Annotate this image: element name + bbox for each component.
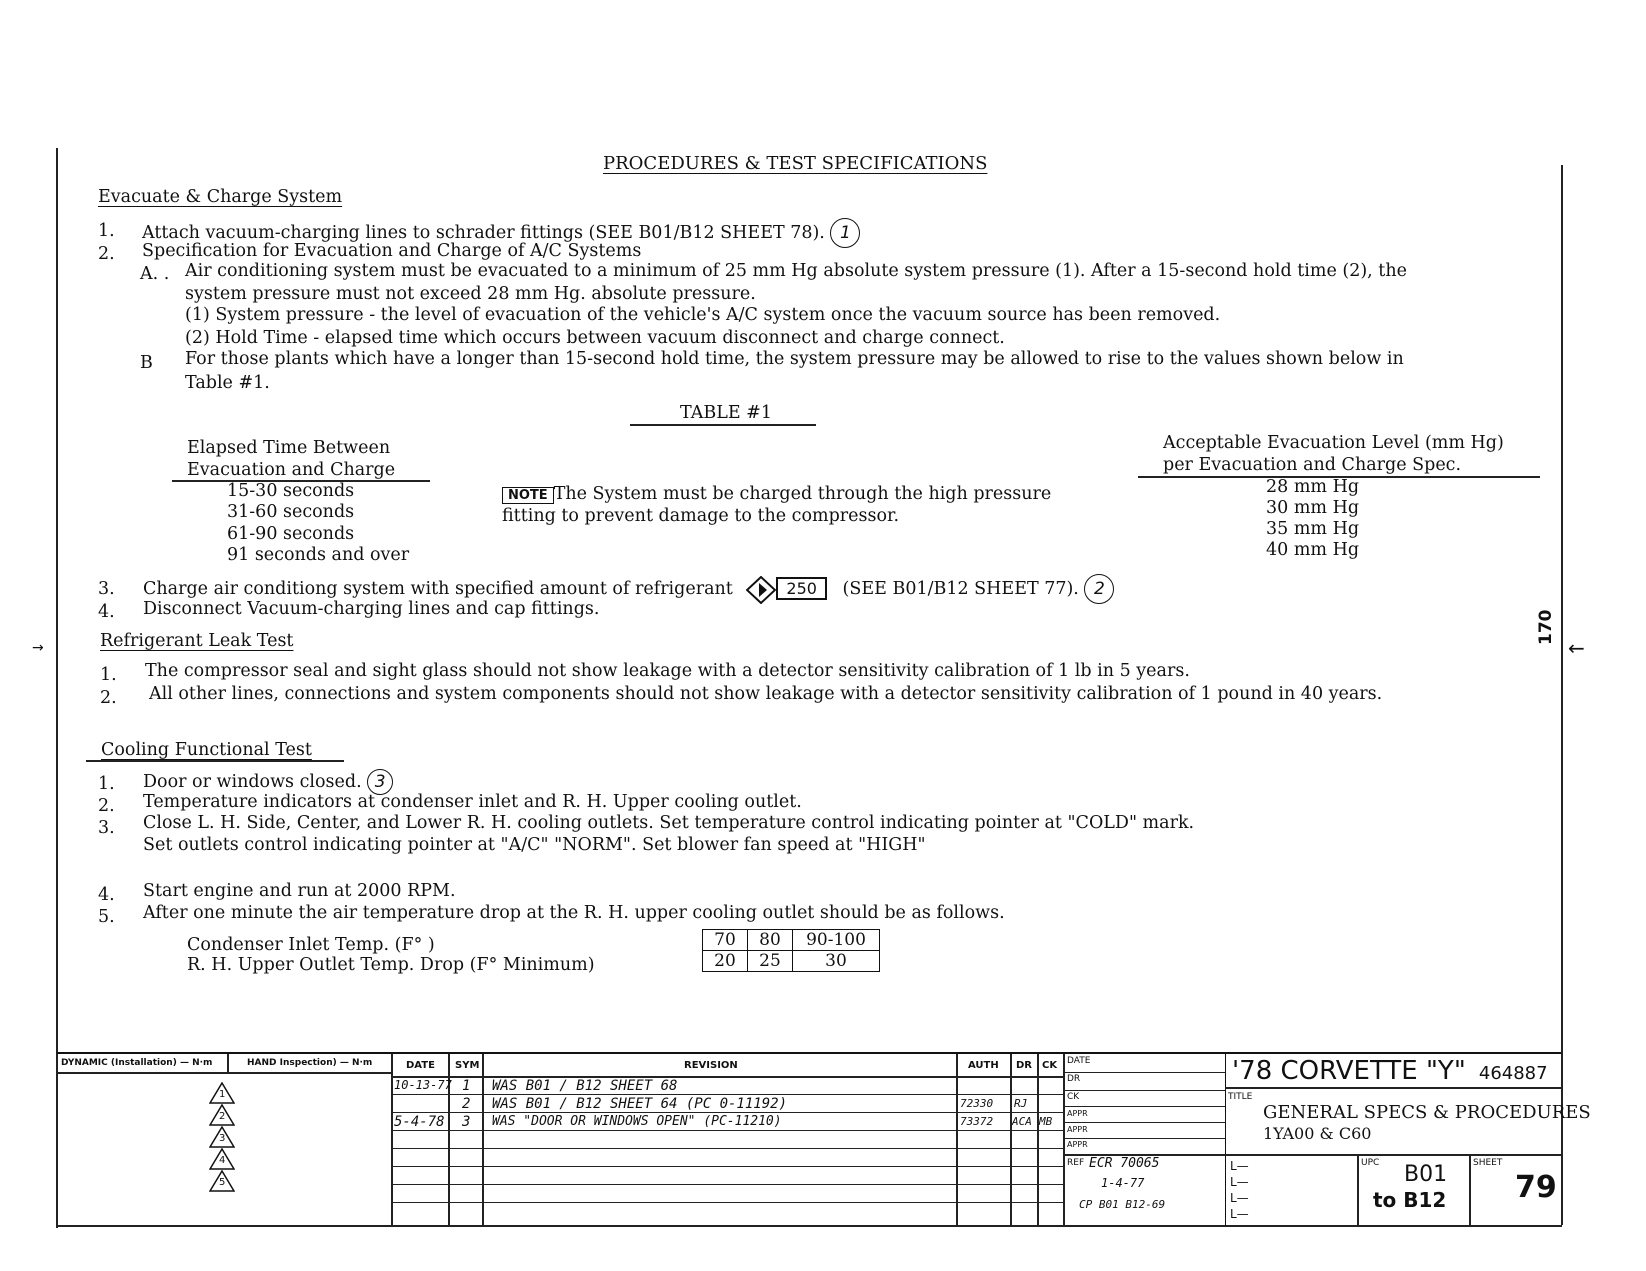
table1-title: TABLE #1 (680, 403, 772, 423)
rev-sym: 1 (462, 1078, 471, 1094)
temp-row-1-label: Condenser Inlet Temp. (F° ) (187, 935, 435, 955)
rev-col-line (956, 1054, 958, 1226)
table1-right-header-1: Acceptable Evacuation Level (mm Hg) (1163, 433, 1504, 453)
appr-1-label: APPR (1067, 1109, 1088, 1118)
cool-item-2: Temperature indicators at condenser inlet and R. H. Upper cooling outlet. (143, 792, 802, 812)
cool-item-1-num: 1. (98, 774, 115, 794)
section-title-evacuate: Evacuate & Charge System (98, 187, 343, 207)
appr-rule (1065, 1090, 1225, 1091)
evac-item-1-num: 1. (98, 221, 115, 241)
triangle-mark (209, 1082, 249, 1104)
rev-col-line (482, 1054, 484, 1226)
temp-cell: 90-100 (793, 930, 880, 951)
triangle-num: 5 (219, 1177, 226, 1188)
upc-value-1: B01 (1404, 1162, 1448, 1187)
page-title: PROCEDURES & TEST SPECIFICATIONS (603, 153, 988, 174)
revision-grid (392, 1054, 1064, 1226)
diamond-icon (746, 576, 776, 604)
title-rule (1225, 1154, 1561, 1156)
part-number: 464887 (1478, 1063, 1548, 1084)
charge-item-3-ref: (SEE B01/B12 SHEET 77). (842, 579, 1079, 599)
rev-header-date: DATE (406, 1060, 435, 1071)
upc-value-2: to B12 (1373, 1188, 1447, 1212)
ref-label: REF (1067, 1158, 1085, 1168)
evac-B-label: B (140, 353, 153, 373)
triangle-num: 1 (219, 1089, 226, 1100)
triangle-list (209, 1082, 249, 1192)
torque-divider (227, 1054, 229, 1072)
section-title-leak: Refrigerant Leak Test (100, 631, 294, 651)
evac-item-2: Specification for Evacuation and Charge of A/C Systems (142, 241, 642, 261)
table1-level-4: 40 mm Hg (1266, 540, 1360, 560)
rev-text: WAS B01 / B12 SHEET 68 (492, 1078, 678, 1094)
triangle-mark (209, 1104, 249, 1126)
leak-item-1: The compressor seal and sight glass should not show leakage with a detector sensitivity calibration of 1 lb in 5 years. (145, 661, 1190, 681)
sheet-label: SHEET (1473, 1158, 1503, 1168)
table1-time-3: 61-90 seconds (227, 524, 355, 544)
rev-auth: 73372 (960, 1115, 994, 1128)
table1-note (502, 484, 1051, 506)
temp-cell: 30 (793, 951, 880, 972)
rev-text: WAS B01 / B12 SHEET 64 (PC 0-11192) (492, 1096, 788, 1112)
ref-value-3: CP B01 B12-69 (1079, 1198, 1166, 1211)
section-title-cooling: Cooling Functional Test (101, 740, 312, 760)
rev-row-line (392, 1148, 1064, 1149)
appr-rule (1065, 1106, 1225, 1107)
rev-dr: RJ (1014, 1097, 1028, 1110)
ref-value-2: 1-4-77 (1101, 1176, 1145, 1190)
triangle-num: 4 (219, 1155, 226, 1166)
rev-row-line (392, 1166, 1064, 1167)
note-badge: NOTE (502, 487, 554, 504)
appr-dr-label: DR (1067, 1074, 1081, 1084)
arrow-right-icon: → (32, 640, 44, 656)
appr-2-label: APPR (1067, 1125, 1088, 1134)
rev-row-line (392, 1202, 1064, 1203)
evac-A-sub1: (1) System pressure - the level of evacuation of the vehicle's A/C system once the vacuum source has been removed. (185, 305, 1221, 325)
cool-item-3-line2: Set outlets control indicating pointer at "A/C" "NORM". Set blower fan speed at "HIGH" (143, 835, 926, 855)
rev-dr: ACA (1012, 1115, 1032, 1128)
evac-B-line1: For those plants which have a longer than 15-second hold time, the system pressure may be allowed to rise to the values shown below in (185, 349, 1404, 369)
cool-item-3-line1: Close L. H. Side, Center, and Lower R. H. cooling outlets. Set temperature control indicating pointer at "COLD" mark. (143, 813, 1195, 833)
charge-item-3-num: 3. (98, 579, 115, 599)
leak-item-2: All other lines, connections and system components should not show leakage with a detector sensitivity calibration of 1 pound in 40 years. (149, 684, 1383, 704)
temp-drop-table (702, 929, 880, 972)
rev-row-line (392, 1094, 1064, 1095)
rev-sym: 2 (462, 1096, 471, 1112)
evac-A-sub2: (2) Hold Time - elapsed time which occurs between vacuum disconnect and charge connect. (185, 328, 1005, 348)
model-name: '78 CORVETTE "Y" (1232, 1056, 1466, 1086)
torque-rule (57, 1072, 391, 1074)
triangle-mark (209, 1148, 249, 1170)
rev-text: WAS "DOOR OR WINDOWS OPEN" (PC-11210) (492, 1114, 782, 1129)
triangle-num: 3 (219, 1133, 226, 1144)
title-label: TITLE (1228, 1092, 1253, 1102)
rev-ck: MB (1039, 1115, 1053, 1128)
rev-header-dr: DR (1016, 1060, 1033, 1071)
rev-auth: 72330 (960, 1097, 994, 1110)
sheet-divider (1469, 1154, 1471, 1226)
appr-ck-label: CK (1067, 1092, 1080, 1102)
appr-rule (1065, 1138, 1225, 1139)
temp-cell: 80 (748, 930, 793, 951)
cool-item-5: After one minute the air temperature drop at the R. H. upper cooling outlet should be as follows. (143, 903, 1005, 923)
right-border (1561, 165, 1563, 1225)
rev-header-ck: CK (1042, 1060, 1058, 1071)
sheet-number: 79 (1515, 1170, 1557, 1205)
evac-A-label: A. . (140, 264, 170, 284)
table1-level-1: 28 mm Hg (1266, 477, 1360, 497)
table1-left-header-1: Elapsed Time Between (187, 438, 391, 458)
model-rule (1225, 1087, 1561, 1089)
table1-right-header-2: per Evacuation and Charge Spec. (1163, 455, 1462, 475)
cool-item-5-num: 5. (98, 907, 115, 927)
temp-row-2-label: R. H. Upper Outlet Temp. Drop (F° Minimum) (187, 955, 595, 975)
charge-item-4: Disconnect Vacuum-charging lines and cap fittings. (143, 599, 600, 619)
rev-row-line (392, 1112, 1064, 1113)
upc-divider (1357, 1154, 1359, 1226)
table1-time-2: 31-60 seconds (227, 502, 355, 522)
rev-sym: 3 (462, 1114, 471, 1130)
triangle-mark (209, 1170, 249, 1192)
model-line (1232, 1056, 1548, 1086)
evac-A-line1: Air conditioning system must be evacuated to a minimum of 25 mm Hg absolute system pressure (1). After a 15-second hold time (2), the (185, 261, 1407, 281)
title-block (57, 1052, 1591, 1226)
charge-item-4-num: 4. (98, 602, 115, 622)
temp-row-1 (703, 930, 880, 951)
spec-code-badge (746, 576, 827, 604)
table1-time-1: 15-30 seconds (227, 481, 355, 501)
drawing-title-2: 1YA00 & C60 (1263, 1124, 1372, 1143)
rev-header-revision: REVISION (684, 1060, 738, 1071)
hand-label: HAND Inspection) — N·m (247, 1058, 373, 1068)
table1-level-3: 35 mm Hg (1266, 519, 1360, 539)
side-page-number: 170 (1536, 609, 1556, 645)
evac-A-line2: system pressure must not exceed 28 mm Hg. absolute pressure. (185, 284, 756, 304)
charge-item-3-text: Charge air conditiong system with specified amount of refrigerant (143, 579, 733, 599)
spec-code-value: 250 (776, 577, 827, 600)
table1-level-2: 30 mm Hg (1266, 498, 1360, 518)
arrow-left-icon: ← (1568, 636, 1585, 660)
cool-item-3-num: 3. (98, 818, 115, 838)
note-text-2: fitting to prevent damage to the compressor. (502, 506, 900, 526)
evac-B-line2: Table #1. (185, 373, 270, 393)
cool-item-1-text: Door or windows closed. (143, 772, 362, 792)
table1-left-header-2: Evacuation and Charge (187, 460, 396, 480)
appr-rule (1065, 1122, 1225, 1123)
rev-col-line (1037, 1054, 1039, 1226)
note-text-1: The System must be charged through the high pressure (553, 484, 1052, 504)
blank-refs: L— L— L— L— (1230, 1159, 1249, 1221)
appr-rule (1065, 1072, 1225, 1073)
revision-mark-3: 3 (367, 769, 393, 795)
revision-mark-1: 1 (830, 218, 860, 248)
cool-item-4: Start engine and run at 2000 RPM. (143, 881, 456, 901)
revision-mark-2: 2 (1084, 574, 1114, 604)
ref-value-1: ECR 70065 (1089, 1156, 1160, 1171)
leak-item-2-num: 2. (100, 688, 117, 708)
triangle-num: 2 (219, 1111, 226, 1122)
temp-cell: 20 (703, 951, 748, 972)
rev-header-auth: AUTH (968, 1060, 999, 1071)
cool-item-4-num: 4. (98, 885, 115, 905)
rev-header-sym: SYM (455, 1060, 480, 1071)
evac-item-2-num: 2. (98, 244, 115, 264)
upc-label: UPC (1361, 1158, 1380, 1168)
table1-title-rule (630, 424, 816, 426)
leak-item-1-num: 1. (100, 665, 117, 685)
appr-3-label: APPR (1067, 1140, 1088, 1149)
table1-time-4: 91 seconds and over (227, 545, 410, 565)
temp-row-2 (703, 951, 880, 972)
rev-date: 5-4-78 (394, 1114, 445, 1130)
triangle-mark (209, 1126, 249, 1148)
temp-cell: 70 (703, 930, 748, 951)
cool-item-2-num: 2. (98, 796, 115, 816)
dynamic-label: DYNAMIC (Installation) — N·m (61, 1058, 213, 1068)
appr-date-label: DATE (1067, 1056, 1091, 1066)
cooling-title-rule (86, 760, 344, 762)
rev-row-line (392, 1184, 1064, 1185)
rev-date: 10-13-77 (394, 1078, 452, 1092)
approval-block (1065, 1054, 1226, 1226)
temp-cell: 25 (748, 951, 793, 972)
rev-row-line (392, 1130, 1064, 1131)
rev-col-line (1010, 1054, 1012, 1226)
evac-item-1-text: Attach vacuum-charging lines to schrader fittings (SEE B01/B12 SHEET 78). (142, 223, 825, 243)
drawing-title-1: GENERAL SPECS & PROCEDURES (1263, 1102, 1591, 1123)
